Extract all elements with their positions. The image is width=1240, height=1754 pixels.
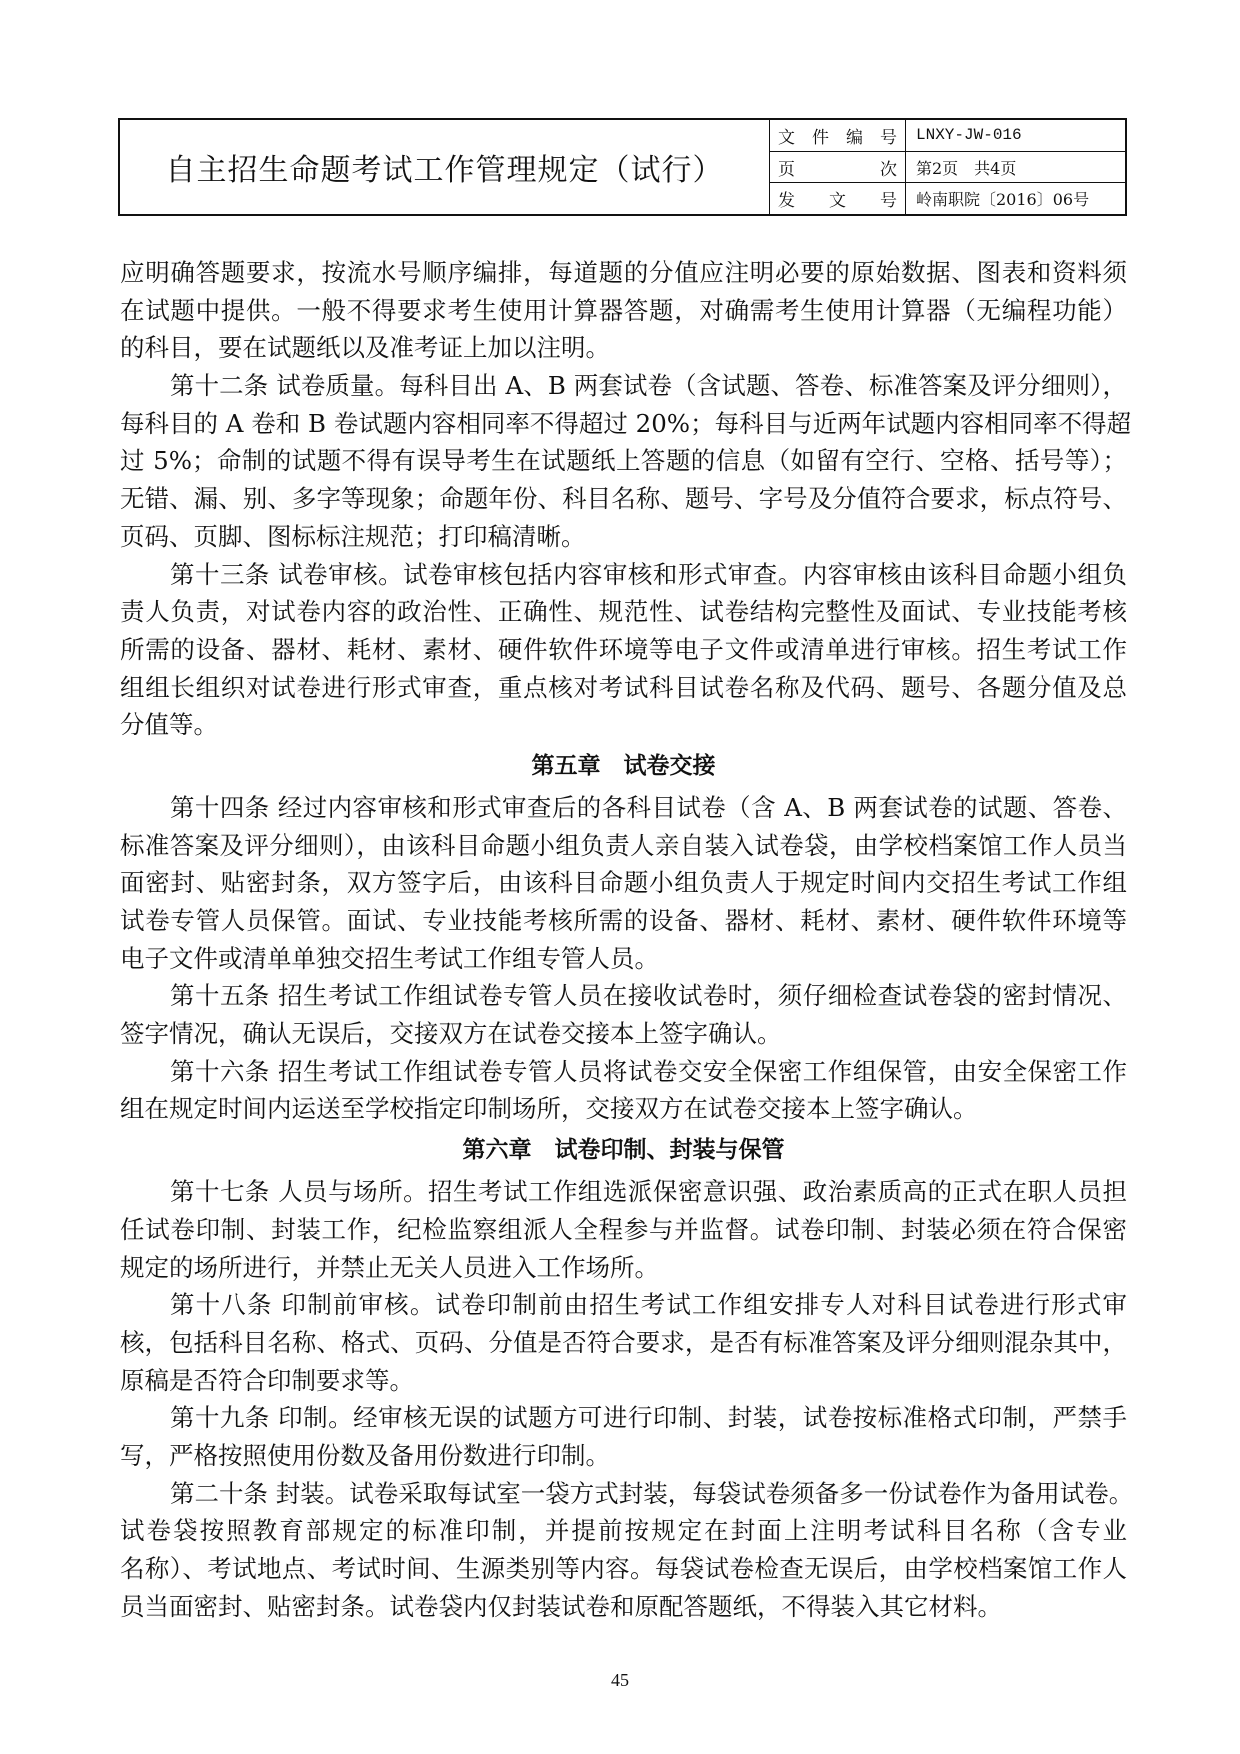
text-line: 员当面密封、贴密封条。试卷袋内仅封装试卷和原配答题纸，不得装入其它材料。	[120, 1591, 1002, 1621]
text-line: 面密封、贴密封条，双方签字后，由该科目命题小组负责人于规定时间内交招生考试工作组	[120, 868, 1127, 898]
meta-label-char: 发	[778, 191, 795, 212]
meta-label	[770, 152, 906, 183]
text-line: 第十九条 印制。经审核无误的试题方可进行印制、封装，试卷按标准格式印制，严禁手	[170, 1403, 1127, 1433]
text-line: 标准答案及评分细则），由该科目命题小组负责人亲自装入试卷袋，由学校档案馆工作人员当	[120, 830, 1127, 860]
text-line: 第十八条 印制前审核。试卷印制前由招生考试工作组安排专人对科目试卷进行形式审	[170, 1290, 1127, 1320]
meta-value: 岭南职院〔2016〕06号	[916, 190, 1090, 210]
meta-label-char: 文	[829, 191, 846, 212]
paragraph	[120, 789, 1127, 977]
meta-label-char: 号	[880, 191, 897, 212]
text-line: 组在规定时间内运送至学校指定印制场所，交接双方在试卷交接本上签字确认。	[120, 1094, 978, 1124]
chapter-heading: 第六章 试卷印制、封装与保管	[462, 1137, 785, 1164]
document-body	[120, 254, 1134, 1625]
text-line: 在试题中提供。一般不得要求考生使用计算器答题，对确需考生使用计算器（无编程功能）	[120, 295, 1127, 325]
text-line: 所需的设备、器材、耗材、素材、硬件软件环境等电子文件或清单进行审核。招生考试工作	[120, 634, 1127, 664]
meta-row-file-number	[770, 120, 1125, 152]
text-line: 电子文件或清单单独交招生考试工作组专管人员。	[120, 943, 659, 973]
text-line: 任试卷印制、封装工作，纪检监察组派人全程参与并监督。试卷印制、封装必须在符合保密	[120, 1214, 1127, 1244]
meta-row-issue-number	[770, 183, 1125, 214]
text-line: 责人负责，对试卷内容的政治性、正确性、规范性、试卷结构完整性及面试、专业技能考核	[120, 597, 1127, 627]
text-line: 分值等。	[120, 710, 218, 740]
paragraph	[120, 1286, 1127, 1399]
chapter-heading: 第五章 试卷交接	[531, 752, 716, 779]
meta-value: 第2页 共4页	[916, 158, 1017, 178]
page-number: 45	[611, 1670, 629, 1690]
text-line: 每科目的 A 卷和 B 卷试题内容相同率不得超过 20%；每科目与近两年试题内容相同率不得超	[120, 408, 1132, 438]
meta-row-page-count	[770, 152, 1125, 184]
text-line: 第十二条 试卷质量。每科目出 A、B 两套试卷（含试题、答卷、标准答案及评分细则），	[170, 371, 1127, 401]
paragraph	[120, 1399, 1127, 1474]
document-title: 自主招生命题考试工作管理规定（试行）	[120, 120, 770, 214]
document-meta	[770, 120, 1125, 214]
text-line: 第十三条 试卷审核。试卷审核包括内容审核和形式审查。内容审核由该科目命题小组负	[170, 559, 1127, 589]
meta-label-char: 号	[880, 127, 897, 148]
text-line: 页码、页脚、图标标注规范；打印稿清晰。	[120, 521, 586, 551]
paragraph	[120, 1475, 1134, 1626]
paragraph	[120, 254, 1127, 367]
text-line: 试卷专管人员保管。面试、专业技能考核所需的设备、器材、耗材、素材、硬件软件环境等	[120, 906, 1127, 935]
meta-label-char: 件	[812, 127, 829, 148]
text-line: 第十七条 人员与场所。招生考试工作组选派保密意识强、政治素质高的正式在职人员担	[170, 1177, 1127, 1207]
meta-label-char: 页	[778, 159, 795, 180]
meta-label-char: 文	[778, 127, 795, 148]
text-line: 第十六条 招生考试工作组试卷专管人员将试卷交安全保密工作组保管，由安全保密工作	[170, 1056, 1127, 1086]
text-line: 核，包括科目名称、格式、页码、分值是否符合要求，是否有标准答案及评分细则混杂其中，	[120, 1327, 1127, 1357]
text-line: 原稿是否符合印制要求等。	[120, 1365, 414, 1395]
document-header-table	[118, 118, 1127, 216]
text-line: 名称）、考试地点、考试时间、生源类别等内容。每袋试卷检查无误后，由学校档案馆工作人	[120, 1554, 1127, 1583]
meta-label-char: 编	[846, 127, 863, 148]
text-line: 写，严格按照使用份数及备用份数进行印制。	[120, 1440, 610, 1470]
text-line: 第二十条 封装。试卷采取每试室一袋方式封装，每袋试卷须备多一份试卷作为备用试卷。	[170, 1478, 1134, 1508]
text-line: 应明确答题要求，按流水号顺序编排，每道题的分值应注明必要的原始数据、图表和资料须	[120, 258, 1127, 287]
text-line: 无错、漏、别、多字等现象；命题年份、科目名称、题号、字号及分值符合要求，标点符号、	[120, 484, 1127, 514]
text-line: 规定的场所进行，并禁止无关人员进入工作场所。	[120, 1252, 659, 1282]
meta-label	[770, 120, 906, 151]
paragraph	[120, 977, 1127, 1052]
paragraph	[120, 367, 1132, 555]
text-line: 签字情况，确认无误后，交接双方在试卷交接本上签字确认。	[120, 1019, 782, 1049]
paragraph	[120, 1053, 1127, 1128]
meta-label-char: 次	[880, 159, 897, 180]
text-line: 组组长组织对试卷进行形式审查，重点核对考试科目试卷名称及代码、题号、各题分值及总	[120, 672, 1127, 702]
text-line: 的科目，要在试题纸以及准考证上加以注明。	[120, 333, 610, 363]
text-line: 试卷袋按照教育部规定的标准印制，并提前按规定在封面上注明考试科目名称（含专业	[120, 1516, 1127, 1546]
paragraph	[120, 1173, 1127, 1286]
meta-value: LNXY-JW-016	[916, 126, 1022, 145]
meta-label	[770, 183, 906, 214]
text-line: 过 5%；命制的试题不得有误导考生在试题纸上答题的信息（如留有空行、空格、括号等）；	[120, 446, 1127, 476]
paragraph	[120, 556, 1127, 744]
text-line: 第十四条 经过内容审核和形式审查后的各科目试卷（含 A、B 两套试卷的试题、答卷、	[170, 792, 1127, 822]
text-line: 第十五条 招生考试工作组试卷专管人员在接收试卷时，须仔细检查试卷袋的密封情况、	[170, 981, 1127, 1011]
